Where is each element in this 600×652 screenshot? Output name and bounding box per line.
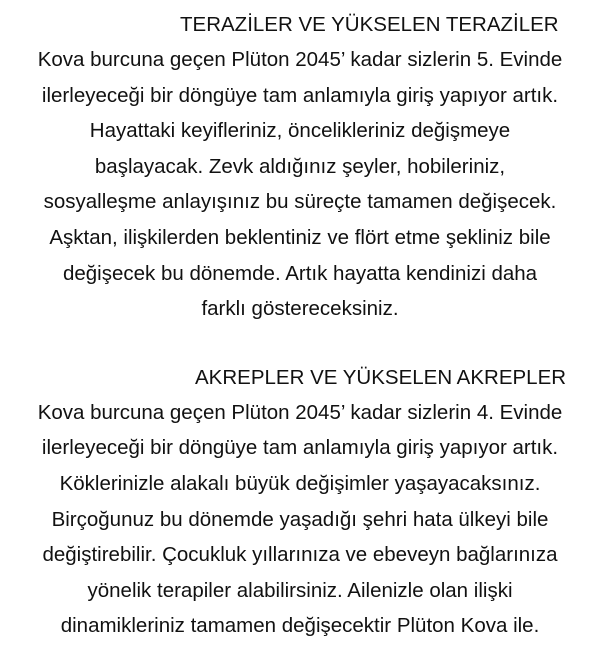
section-divider-space	[0, 327, 600, 361]
paragraph-line: Kova burcuna geçen Plüton 2045’ kadar sizlerin 5. Evinde	[37, 48, 563, 71]
section-heading: TERAZİLER VE YÜKSELEN TERAZİLER	[180, 13, 559, 36]
section-heading: AKREPLER VE YÜKSELEN AKREPLER	[195, 365, 567, 389]
paragraph-line: değiştirebilir. Çocukluk yıllarınıza ve ebeveyn bağlarınıza	[42, 543, 558, 567]
paragraph-line: sosyalleşme anlayışınız bu süreçte tamamen değişecek.	[43, 190, 557, 214]
paragraph-line: dinamikleriniz tamamen değişecektir Plüton Kova ile.	[60, 614, 540, 638]
paragraph-line: ilerleyeceği bir döngüye tam anlamıyla giriş yapıyor artık.	[41, 436, 559, 460]
paragraph-line: farklı göstereceksiniz.	[201, 297, 399, 321]
paragraph-line: Aşktan, ilişkilerden beklentiniz ve flört etme şekliniz bile	[49, 225, 551, 249]
paragraph-line: Kova burcuna geçen Plüton 2045’ kadar sizlerin 4. Evinde	[37, 400, 563, 424]
paragraph-line: yönelik terapiler alabilirsiniz. Ailenizle olan ilişki	[87, 578, 513, 602]
paragraph-line: Hayattaki keyifleriniz, öncelikleriniz değişmeye	[89, 119, 511, 143]
section-teraziler	[0, 8, 600, 327]
paragraph-line: değişecek bu dönemde. Artık hayatta kendinizi daha	[62, 261, 538, 285]
paragraph-line: Köklerinizle alakalı büyük değişimler yaşayacaksınız.	[59, 471, 541, 495]
paragraph-line: ilerleyeceği bir döngüye tam anlamıyla giriş yapıyor artık.	[41, 83, 559, 107]
paragraph-line: başlayacak. Zevk aldığınız şeyler, hobileriniz,	[94, 154, 506, 178]
paragraph-line: Birçoğunuz bu dönemde yaşadığı şehri hata ülkeyi bile	[51, 507, 549, 531]
section-akrepler	[0, 361, 600, 644]
